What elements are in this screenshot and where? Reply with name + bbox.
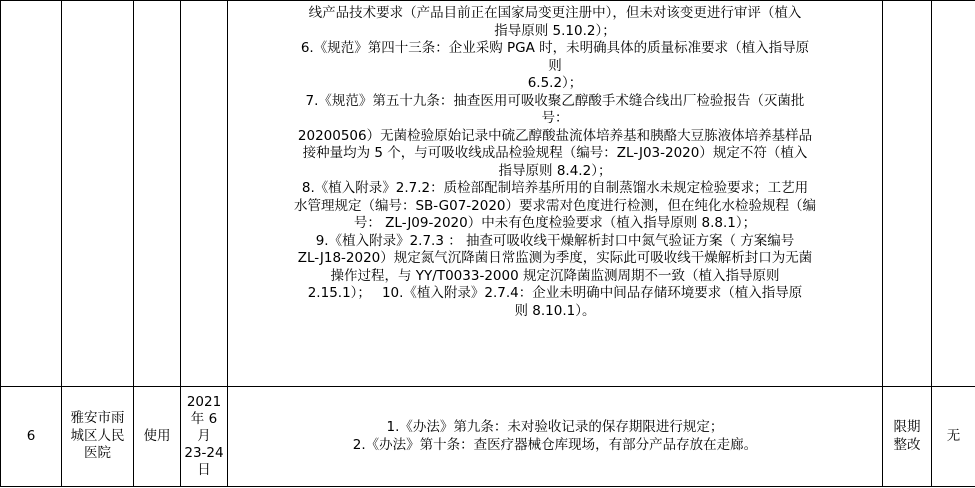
issue-line: 6.5.2）； xyxy=(527,75,583,91)
hospital-line: 雅安市雨 xyxy=(70,410,125,427)
date-line: 2021 xyxy=(186,394,222,410)
issue-line: 2.《办法》第十条：查医疗器械仓库现场，有部分产品存放在走廊。 xyxy=(352,436,758,453)
issue-line: 9.《植入附录》2.7.3 ： 抽查可吸收线干燥解析封口中氮气验证方案（ 方案编号 xyxy=(315,232,795,249)
issue-line: 2.15.1）； 10.《植入附录》2.7.4：企业未明确中间品存储环境要求（植入指导原 xyxy=(307,285,803,301)
issue-line: 20200506）无菌检验原始记录中硫乙醇酸盐流体培养基和胰酪大豆胨液体培养基样品 xyxy=(297,127,813,144)
issue-line: 则 xyxy=(548,57,562,74)
category-cell xyxy=(134,1,181,387)
result-cell xyxy=(883,387,932,487)
hospital-cell xyxy=(62,387,134,487)
date-line: 月 xyxy=(197,428,211,444)
issues-text xyxy=(228,1,882,320)
issue-line: 接种量均为 5 个，与可吸收线成品检验规程（编号：ZL-J03-2020）规定不符（植入 xyxy=(302,145,808,161)
issues-cell xyxy=(228,1,883,387)
table-row-continued xyxy=(1,1,975,387)
hospital-line: 城区人民 xyxy=(70,427,125,444)
category-cell: 使用 xyxy=(134,387,181,487)
issues-cell xyxy=(228,387,883,487)
issue-line: 指导原则 8.4.2）； xyxy=(498,162,612,179)
date-line: 23-24 xyxy=(184,445,224,461)
date-line: 日 xyxy=(197,462,211,478)
inspection-date xyxy=(181,394,227,479)
index-cell: 6 xyxy=(1,387,62,487)
issue-line: 8.《植入附录》2.7.2：质检部配制培养基所用的自制蒸馏水未规定检验要求；工艺用 xyxy=(301,180,809,196)
hospital-cell xyxy=(62,1,134,387)
issue-line: 号： xyxy=(541,110,569,126)
issue-line: ZL-J18-2020）规定氮气沉降菌日常监测为季度，实际此可吸收线干燥解析封口为无菌 xyxy=(297,250,813,266)
issue-line: 1.《办法》第九条：未对验收记录的保存期限进行规定； xyxy=(386,419,724,435)
date-cell xyxy=(181,1,228,387)
table-row-6 xyxy=(1,387,975,487)
result-line: 限期 xyxy=(893,419,921,435)
issue-line: 号： ZL-J09-2020）中未有色度检验要求（植入指导原则 8.8.1）； xyxy=(353,215,757,231)
issue-line: 线产品技术要求（产品目前正在国家局变更注册中），但未对该变更进行审评（植入 xyxy=(308,5,802,21)
rectification-result xyxy=(883,419,931,454)
issue-line: 则 8.10.1）。 xyxy=(514,302,596,319)
issues-text xyxy=(228,419,882,454)
date-cell xyxy=(181,387,228,487)
result-line: 整改 xyxy=(893,436,921,453)
issue-line: 7.《规范》第五十九条：抽查医用可吸收聚乙醇酸手术缝合线出厂检验报告（灭菌批 xyxy=(305,92,805,109)
issue-line: 6.《规范》第四十三条：企业采购 PGA 时，未明确具体的质量标准要求（植入指导原 xyxy=(300,40,810,56)
remark-cell xyxy=(932,1,975,387)
hospital-name xyxy=(62,410,133,463)
issue-line: 指导原则 5.10.2）； xyxy=(494,22,616,39)
remark-cell: 无 xyxy=(932,387,975,487)
index-cell xyxy=(1,1,62,387)
issue-line: 操作过程，与 YY/T0033-2000 规定沉降菌监测周期不一致（植入指导原则 xyxy=(330,267,780,284)
result-cell xyxy=(883,1,932,387)
hospital-line: 医院 xyxy=(84,445,111,462)
issue-line: 水管理规定（编号：SB-G07-2020）要求需对色度进行检测，但在纯化水检验规程（编 xyxy=(293,197,817,214)
date-line: 年 6 xyxy=(190,411,218,427)
